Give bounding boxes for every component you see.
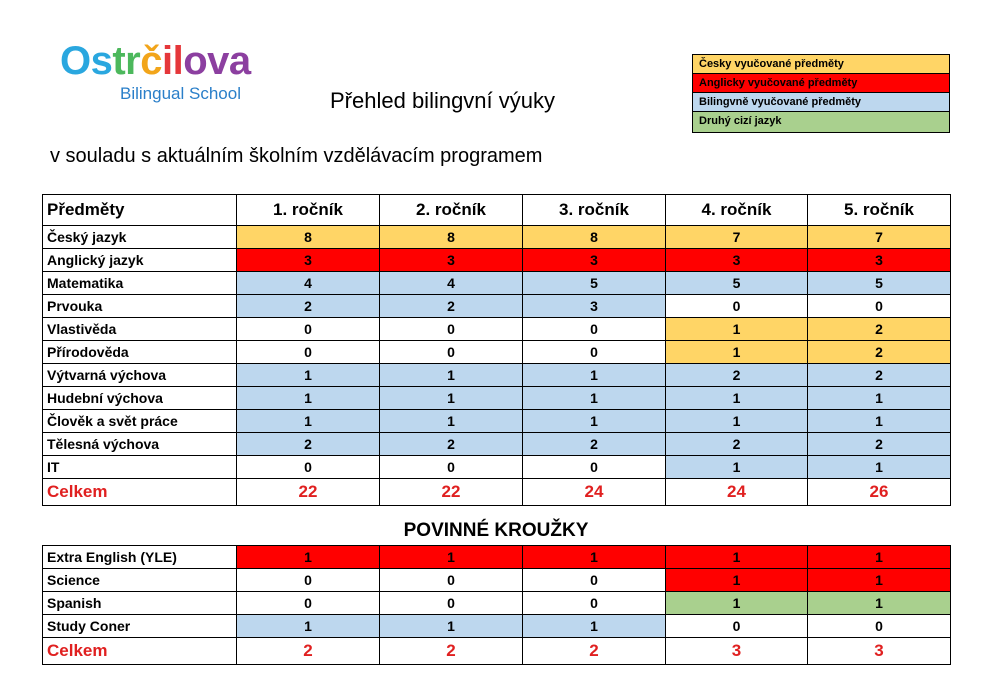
total-label: Celkem bbox=[43, 479, 237, 506]
lesson-count: 1 bbox=[808, 410, 951, 433]
lesson-count: 0 bbox=[808, 295, 951, 318]
table-row bbox=[43, 249, 951, 272]
lesson-count: 1 bbox=[380, 615, 523, 638]
lesson-count: 0 bbox=[666, 295, 808, 318]
column-header: 2. ročník bbox=[380, 195, 523, 226]
lesson-count: 1 bbox=[237, 615, 380, 638]
lesson-count: 0 bbox=[523, 341, 666, 364]
total-value: 3 bbox=[666, 638, 808, 665]
column-header: 3. ročník bbox=[523, 195, 666, 226]
lesson-count: 0 bbox=[523, 592, 666, 615]
lesson-count: 3 bbox=[666, 249, 808, 272]
legend-item-druhy-jazyk: Druhý cizí jazyk bbox=[693, 112, 949, 132]
lesson-count: 4 bbox=[380, 272, 523, 295]
lesson-count: 0 bbox=[380, 341, 523, 364]
lesson-count: 0 bbox=[237, 318, 380, 341]
table-row bbox=[43, 318, 951, 341]
table-row bbox=[43, 592, 951, 615]
subject-name: Matematika bbox=[43, 272, 237, 295]
lesson-count: 1 bbox=[666, 410, 808, 433]
lesson-count: 2 bbox=[808, 433, 951, 456]
table-row bbox=[43, 364, 951, 387]
lesson-count: 0 bbox=[523, 318, 666, 341]
table-row bbox=[43, 456, 951, 479]
lesson-count: 3 bbox=[237, 249, 380, 272]
subject-name: Spanish bbox=[43, 592, 237, 615]
total-value: 24 bbox=[523, 479, 666, 506]
lesson-count: 8 bbox=[380, 226, 523, 249]
lesson-count: 1 bbox=[380, 546, 523, 569]
table-row bbox=[43, 226, 951, 249]
lesson-count: 2 bbox=[237, 433, 380, 456]
lesson-count: 3 bbox=[523, 249, 666, 272]
table-row bbox=[43, 433, 951, 456]
lesson-count: 1 bbox=[380, 387, 523, 410]
lesson-count: 0 bbox=[523, 569, 666, 592]
table-row bbox=[43, 546, 951, 569]
lesson-count: 3 bbox=[380, 249, 523, 272]
subject-name: Tělesná výchova bbox=[43, 433, 237, 456]
lesson-count: 1 bbox=[808, 387, 951, 410]
lesson-count: 0 bbox=[237, 569, 380, 592]
table-row bbox=[43, 615, 951, 638]
table-header-row bbox=[43, 195, 951, 226]
subject-name: Člověk a svět práce bbox=[43, 410, 237, 433]
lesson-count: 1 bbox=[237, 410, 380, 433]
lesson-count: 1 bbox=[808, 456, 951, 479]
lesson-count: 0 bbox=[808, 615, 951, 638]
lesson-count: 0 bbox=[380, 318, 523, 341]
total-value: 22 bbox=[380, 479, 523, 506]
lesson-count: 0 bbox=[380, 569, 523, 592]
lesson-count: 2 bbox=[237, 295, 380, 318]
table-row bbox=[43, 387, 951, 410]
subject-name: Science bbox=[43, 569, 237, 592]
lesson-count: 1 bbox=[666, 341, 808, 364]
lesson-count: 1 bbox=[237, 387, 380, 410]
lesson-count: 1 bbox=[808, 569, 951, 592]
lesson-count: 1 bbox=[666, 387, 808, 410]
lesson-count: 2 bbox=[666, 364, 808, 387]
lesson-count: 2 bbox=[666, 433, 808, 456]
legend-item-bilingvne: Bilingvně vyučované předměty bbox=[693, 93, 949, 112]
lesson-count: 1 bbox=[523, 410, 666, 433]
lesson-count: 1 bbox=[523, 387, 666, 410]
total-value: 24 bbox=[666, 479, 808, 506]
lesson-count: 5 bbox=[523, 272, 666, 295]
table-row bbox=[43, 295, 951, 318]
lesson-count: 0 bbox=[237, 592, 380, 615]
school-logo bbox=[60, 38, 251, 103]
lesson-count: 1 bbox=[237, 364, 380, 387]
subject-name: Anglický jazyk bbox=[43, 249, 237, 272]
logo-wordmark: Ostrčilova bbox=[60, 39, 251, 83]
lesson-count: 0 bbox=[523, 456, 666, 479]
lesson-count: 3 bbox=[523, 295, 666, 318]
lesson-count: 1 bbox=[666, 592, 808, 615]
lesson-count: 2 bbox=[808, 318, 951, 341]
lesson-count: 1 bbox=[523, 364, 666, 387]
lesson-count: 7 bbox=[666, 226, 808, 249]
subject-name: Study Coner bbox=[43, 615, 237, 638]
lesson-count: 4 bbox=[237, 272, 380, 295]
page-subtitle: v souladu s aktuálním školním vzdělávacím programem bbox=[50, 145, 543, 167]
subject-name: Extra English (YLE) bbox=[43, 546, 237, 569]
total-value: 2 bbox=[380, 638, 523, 665]
lesson-count: 0 bbox=[380, 592, 523, 615]
lesson-count: 1 bbox=[523, 615, 666, 638]
total-value: 2 bbox=[237, 638, 380, 665]
lessons-table bbox=[42, 194, 951, 506]
total-value: 26 bbox=[808, 479, 951, 506]
table-row bbox=[43, 569, 951, 592]
lesson-count: 1 bbox=[380, 364, 523, 387]
lesson-count: 1 bbox=[666, 546, 808, 569]
column-header: Předměty bbox=[43, 195, 237, 226]
lesson-count: 0 bbox=[237, 341, 380, 364]
logo-subtitle: Bilingual School bbox=[120, 84, 241, 103]
column-header: 4. ročník bbox=[666, 195, 808, 226]
lesson-count: 0 bbox=[237, 456, 380, 479]
lesson-count: 1 bbox=[523, 546, 666, 569]
table-row bbox=[43, 272, 951, 295]
clubs-table bbox=[42, 545, 951, 665]
lesson-count: 2 bbox=[808, 364, 951, 387]
total-row bbox=[43, 638, 951, 665]
lesson-count: 1 bbox=[666, 456, 808, 479]
legend-item-cesky: Česky vyučované předměty bbox=[693, 55, 949, 74]
subject-name: Prvouka bbox=[43, 295, 237, 318]
subject-name: Český jazyk bbox=[43, 226, 237, 249]
column-header: 5. ročník bbox=[808, 195, 951, 226]
table-row bbox=[43, 410, 951, 433]
lesson-count: 1 bbox=[808, 546, 951, 569]
total-value: 3 bbox=[808, 638, 951, 665]
lesson-count: 1 bbox=[237, 546, 380, 569]
lesson-count: 3 bbox=[808, 249, 951, 272]
lesson-count: 2 bbox=[808, 341, 951, 364]
total-row bbox=[43, 479, 951, 506]
subject-name: IT bbox=[43, 456, 237, 479]
lesson-count: 8 bbox=[523, 226, 666, 249]
lesson-count: 1 bbox=[380, 410, 523, 433]
table-row bbox=[43, 341, 951, 364]
lesson-count: 5 bbox=[808, 272, 951, 295]
lesson-count: 5 bbox=[666, 272, 808, 295]
lesson-count: 0 bbox=[380, 456, 523, 479]
lesson-count: 2 bbox=[380, 433, 523, 456]
lesson-count: 2 bbox=[523, 433, 666, 456]
total-value: 2 bbox=[523, 638, 666, 665]
subject-name: Vlastivěda bbox=[43, 318, 237, 341]
lesson-count: 2 bbox=[380, 295, 523, 318]
column-header: 1. ročník bbox=[237, 195, 380, 226]
lesson-count: 8 bbox=[237, 226, 380, 249]
section-heading: POVINNÉ KROUŽKY bbox=[403, 520, 589, 541]
total-label: Celkem bbox=[43, 638, 237, 665]
lesson-count: 0 bbox=[666, 615, 808, 638]
lesson-count: 1 bbox=[666, 318, 808, 341]
lesson-count: 7 bbox=[808, 226, 951, 249]
page-title: Přehled bilingvní výuky bbox=[330, 88, 556, 113]
lesson-count: 1 bbox=[808, 592, 951, 615]
subject-name: Přírodověda bbox=[43, 341, 237, 364]
lesson-count: 1 bbox=[666, 569, 808, 592]
color-legend bbox=[692, 54, 950, 133]
subject-name: Výtvarná výchova bbox=[43, 364, 237, 387]
subject-name: Hudební výchova bbox=[43, 387, 237, 410]
legend-item-anglicky: Anglicky vyučované předměty bbox=[693, 74, 949, 93]
total-value: 22 bbox=[237, 479, 380, 506]
